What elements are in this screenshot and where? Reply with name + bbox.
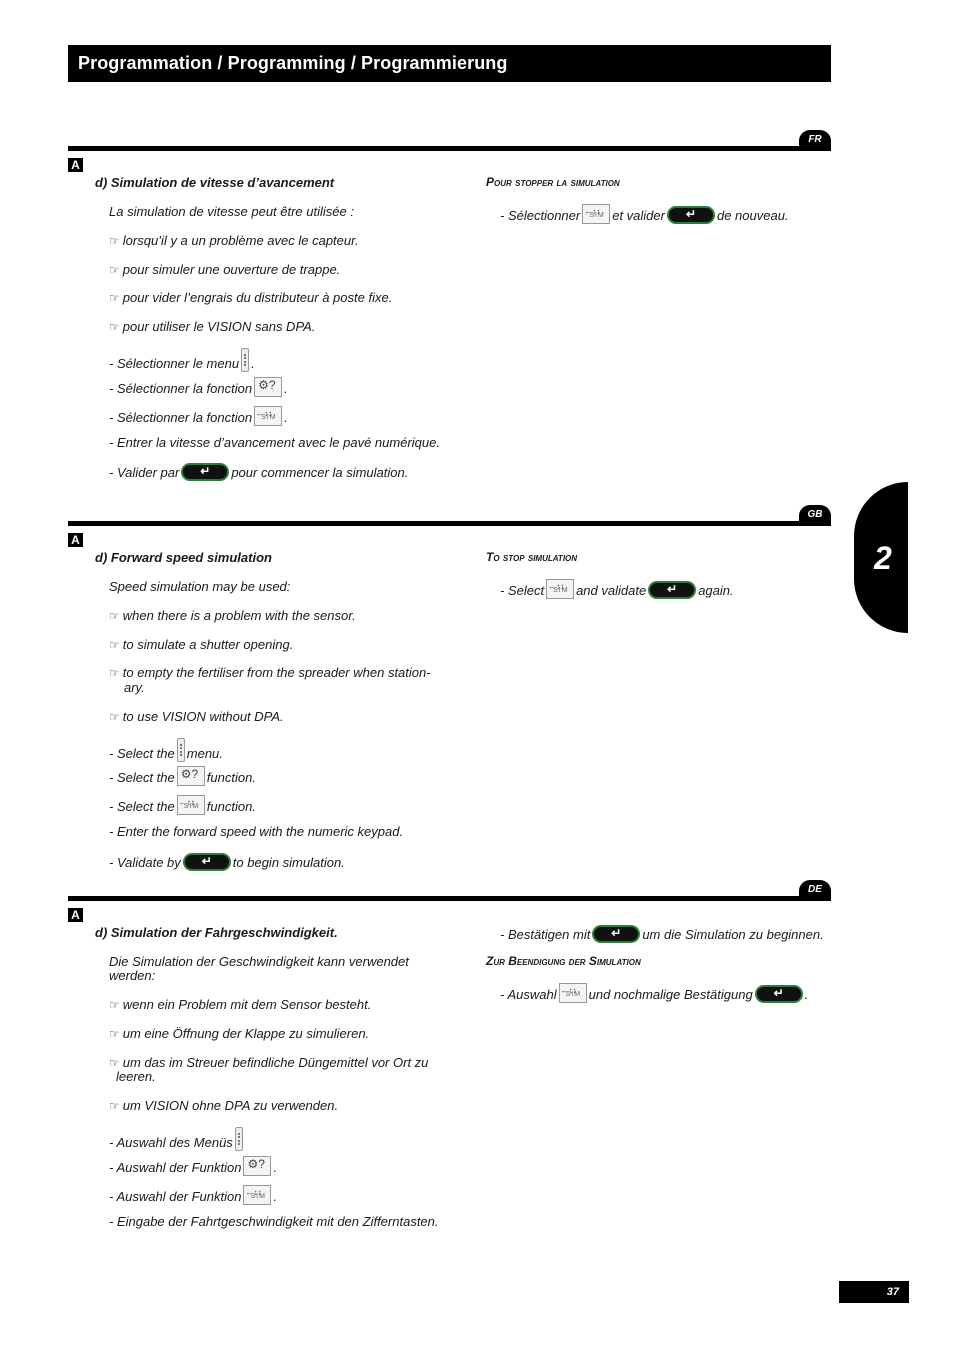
- de-bullet: ☞ um das im Streuer befindliche Düngemittel vor Ort zu: [109, 1055, 429, 1070]
- section-marker: A: [68, 908, 83, 922]
- de-step-func: - Auswahl der Funktion←↕↕ SIM .: [109, 1185, 277, 1205]
- fr-step-enter: - Entrer la vitesse d’avancement avec le pavé numérique.: [109, 435, 440, 450]
- pointing-hand-icon: ☞: [109, 291, 120, 305]
- gb-step-menu: - Select the menu.: [109, 738, 223, 762]
- pointing-hand-icon: ☞: [109, 998, 120, 1012]
- de-step-menu: - Auswahl des Menüs: [109, 1127, 245, 1151]
- sim-icon: [559, 983, 587, 1003]
- de-intro: Die Simulation der Geschwindigkeit kann verwendet: [109, 954, 409, 969]
- de-bullet: ☞ wenn ein Problem mit dem Sensor besteht.: [109, 997, 372, 1012]
- pointing-hand-icon: ☞: [109, 638, 120, 652]
- de-step-func: - Auswahl der Funktion⚙? .: [109, 1156, 277, 1176]
- pointing-hand-icon: ☞: [109, 666, 120, 680]
- gear-help-icon: [254, 377, 282, 397]
- gb-step-func: - Select the⚙? function.: [109, 766, 256, 786]
- enter-button-icon: [592, 925, 640, 943]
- gb-stop-title: To stop simulation: [486, 550, 578, 564]
- gb-intro: Speed simulation may be used:: [109, 579, 291, 594]
- page-number: 37: [839, 1281, 909, 1303]
- menu-icon: [241, 348, 249, 372]
- gear-help-icon: [177, 766, 205, 786]
- gb-bullet-cont: ary.: [124, 680, 145, 695]
- page-title: Programmation / Programming / Programmierung: [78, 53, 508, 73]
- enter-button-icon: [667, 206, 715, 224]
- pointing-hand-icon: ☞: [109, 1056, 120, 1070]
- pointing-hand-icon: ☞: [109, 1027, 120, 1041]
- enter-button-icon: [648, 581, 696, 599]
- pointing-hand-icon: ☞: [109, 710, 120, 724]
- de-step-validate: - Bestätigen mit↵ um die Simulation zu beginnen.: [500, 925, 824, 943]
- gb-step-enter: - Enter the forward speed with the numeric keypad.: [109, 824, 404, 839]
- section-marker: A: [68, 158, 83, 172]
- pointing-hand-icon: ☞: [109, 263, 120, 277]
- fr-bullet: ☞ lorsqu’il y a un problème avec le capteur.: [109, 233, 359, 248]
- section-rule: [68, 521, 831, 526]
- fr-step-validate: - Valider par↵ pour commencer la simulation.: [109, 463, 408, 481]
- sim-icon: [546, 579, 574, 599]
- gb-title: d) Forward speed simulation: [95, 550, 272, 565]
- fr-stop-title: Pour stopper la simulation: [486, 175, 620, 189]
- gb-bullet: ☞ when there is a problem with the sensor.: [109, 608, 356, 623]
- pointing-hand-icon: ☞: [109, 609, 120, 623]
- sim-icon: [254, 406, 282, 426]
- gb-bullet: ☞ to use VISION without DPA.: [109, 709, 284, 724]
- fr-bullet: ☞ pour simuler une ouverture de trappe.: [109, 262, 341, 277]
- section-marker: A: [68, 533, 83, 547]
- menu-icon: [177, 738, 185, 762]
- chapter-tab: [854, 482, 908, 633]
- de-intro-cont: werden:: [109, 968, 156, 983]
- gb-step-func: - Select the←↕↕ SIM function.: [109, 795, 256, 815]
- de-bullet-cont: leeren.: [116, 1069, 156, 1084]
- de-stop-title: Zur Beendigung der Simulation: [486, 954, 641, 968]
- sim-icon: [243, 1185, 271, 1205]
- section-rule: [68, 896, 831, 901]
- pointing-hand-icon: ☞: [109, 1099, 120, 1113]
- lang-tag-fr: FR: [799, 130, 831, 150]
- lang-tag-gb: GB: [799, 505, 831, 525]
- de-stop-step: - Auswahl←↕↕ SIM und nochmalige Bestätigung↵ .: [500, 983, 808, 1003]
- gb-step-validate: - Validate by↵ to begin simulation.: [109, 853, 345, 871]
- de-title: d) Simulation der Fahrgeschwindigkeit.: [95, 925, 338, 940]
- pointing-hand-icon: ☞: [109, 320, 120, 334]
- sim-icon: [582, 204, 610, 224]
- fr-title: d) Simulation de vitesse d’avancement: [95, 175, 335, 190]
- enter-button-icon: [181, 463, 229, 481]
- fr-step-func: - Sélectionner la fonction⚙? .: [109, 377, 288, 397]
- de-step-enter: - Eingabe der Fahrtgeschwindigkeit mit den Zifferntasten.: [109, 1214, 439, 1229]
- fr-step-menu: - Sélectionner le menu .: [109, 348, 255, 372]
- de-bullet: ☞ um eine Öffnung der Klappe zu simulieren.: [109, 1026, 370, 1041]
- gb-bullet: ☞ to simulate a shutter opening.: [109, 637, 294, 652]
- gb-bullet: ☞ to empty the fertiliser from the spreader when station-: [109, 665, 431, 680]
- sim-icon: [177, 795, 205, 815]
- enter-button-icon: [183, 853, 231, 871]
- fr-stop-step: - Sélectionner←↕↕ SIM et valider↵ de nouveau.: [500, 204, 789, 224]
- header-bar: [68, 45, 831, 82]
- enter-button-icon: [755, 985, 803, 1003]
- fr-bullet: ☞ pour vider l’engrais du distributeur à poste fixe.: [109, 290, 393, 305]
- menu-icon: [235, 1127, 243, 1151]
- fr-step-func: - Sélectionner la fonction←↕↕ SIM .: [109, 406, 288, 426]
- lang-tag-de: DE: [799, 880, 831, 900]
- gear-help-icon: [243, 1156, 271, 1176]
- section-rule: [68, 146, 831, 151]
- gb-stop-step: - Select←↕↕ SIM and validate↵ again.: [500, 579, 734, 599]
- pointing-hand-icon: ☞: [109, 234, 120, 248]
- de-bullet: ☞ um VISION ohne DPA zu verwenden.: [109, 1098, 339, 1113]
- fr-bullet: ☞ pour utiliser le VISION sans DPA.: [109, 319, 316, 334]
- fr-intro: La simulation de vitesse peut être utilisée :: [109, 204, 354, 219]
- chapter-number: 2: [874, 540, 892, 576]
